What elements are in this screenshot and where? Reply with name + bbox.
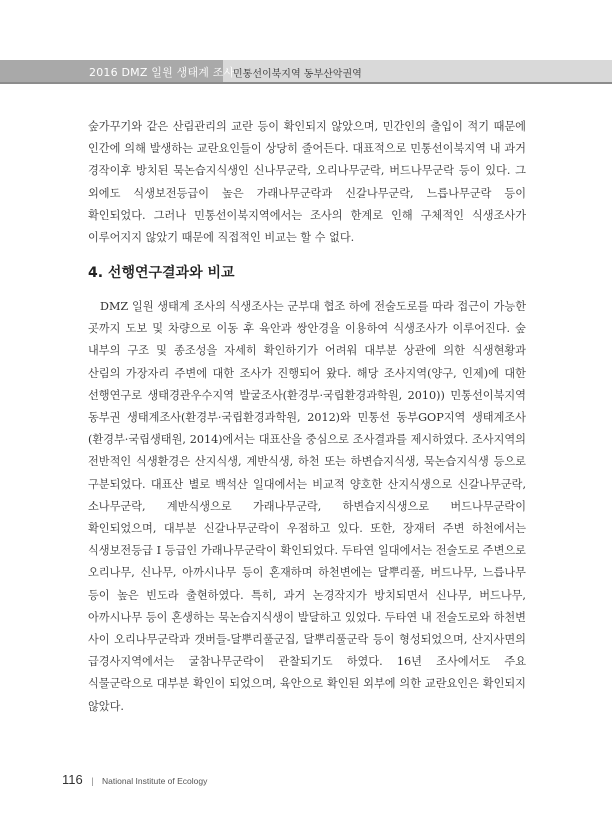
section-paragraph: DMZ 일원 생태계 조사의 식생조사는 군부대 협조 하에 전술도로를 따라 접근이 가능한 곳까지 도보 및 차량으로 이동 후 육안과 쌍안경을 이용하여 식생조사가 이루어진다. 숲 내부의 구조 및 종조성을 자세히 확인하기가 어려워 대부분 상관에 의한 식생현황과 산림의 가장자리 주변에 대한 조사가 진행되어 왔다. 해당 조사지역(양구, 인제)에 대한 선행연구로 생태경관우수지역 발굴조사(환경부·국립환경과학원, 2010)) 민통선이북지역 동부권 생태계조사(환경부·국립환경과학원, 2012)와 민통선 동부GOP지역 생태계조사(환경부·국립생태원, 2014)에서는 대표산을 중심으로 조사결과를 제시하였다. 조사지역의 전반적인 식생환경은 산지식생, 계반식생, 하천 또는 하변습지식생, 묵논습지식생 등으로 구분되었다. 대표산 별로 백석산 일대에서는 비교적 양호한 산지식생으로 신갈나무군락, 소나무군락, 계반식생으로 가래나무군락, 하변습지식생으로 버드나무군락이 확인되었으며, 대부분 신갈나무군락이 우점하고 있다. 또한, 장재터 주변 하천에서는 식생보전등급 I 등급인 가래나무군락이 확인되었다. 두타연 일대에서는 전술도로 주변으로 오리나무, 신나무, 아까시나무 등이 혼재하며 하천변에는 달뿌리풀, 버드나무, 느릅나무 등이 높은 빈도라 출현하였다. 특히, 과거 논경작지가 방치되면서 신나무, 버드나무, 아까시나무 등이 혼생하는 묵논습지식생이 발달하고 있었다. 두타연 내 전술도로와 하천변 사이 오리나무군락과 갯버들-달뿌리풀군집, 달뿌리풀군락 등이 형성되었으며, 산지사면의 급경사지역에서는 굴참나무군락이 관찰되기도 하였다. 16년 조사에서도 주요 식물군락으로 대부분 확인이 되었으며, 육안으로 확인된 외부에 의한 교란요인은 확인되지 않았다. — [88, 300, 526, 713]
report-title: 2016 DMZ 일원 생태계 조사 — [89, 66, 235, 79]
header-rule — [0, 82, 612, 84]
footer-separator: | — [91, 776, 94, 786]
top-paragraph-block — [88, 116, 526, 249]
page-footer — [62, 771, 207, 789]
report-subtitle: 민통선이북지역 동부산악권역 — [233, 69, 362, 80]
page-number: 116 — [62, 772, 83, 787]
page-header — [0, 60, 612, 84]
section-paragraph-block — [88, 296, 526, 718]
footer-organization: National Institute of Ecology — [101, 776, 208, 786]
top-paragraph: 숲가꾸기와 같은 산림관리의 교란 등이 확인되지 않았으며, 민간인의 출입이 적기 때문에 인간에 의해 발생하는 교란요인들이 상당히 줄어든다. 대표적으로 민통선이북지역 내 과거 경작이후 방치된 묵논습지식생인 신나무군락, 오리나무군락, 버드나무군락 등이 있다. 그 외에도 식생보전등급이 높은 가래나무군락과 신갈나무군락, 느릅나무군락 등이 확인되었다. 그러나 민통선이북지역에서는 조사의 한계로 인해 구체적인 식생조사가 이루어지지 않았기 때문에 직접적인 비교는 할 수 없다. — [88, 120, 526, 245]
section-heading: 4. 선행연구결과와 비교 — [88, 265, 235, 281]
